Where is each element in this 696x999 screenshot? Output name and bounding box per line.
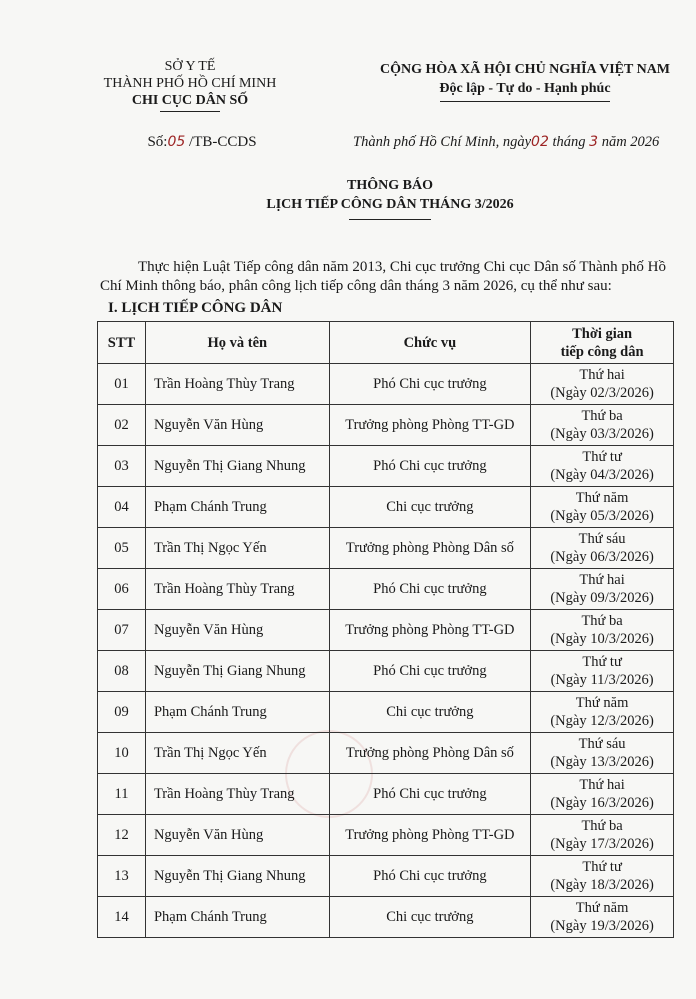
row-stt: 09 — [98, 692, 146, 733]
table-row — [98, 364, 674, 405]
table-row — [98, 815, 674, 856]
row-time — [531, 405, 674, 446]
table-row — [98, 897, 674, 938]
row-name: Nguyễn Văn Hùng — [145, 815, 329, 856]
row-date: (Ngày 05/3/2026) — [550, 508, 654, 524]
table-row — [98, 487, 674, 528]
row-time — [531, 569, 674, 610]
date-place: Thành phố Hồ Chí Minh, ngày — [353, 134, 532, 150]
row-name: Trần Thị Ngọc Yến — [145, 528, 329, 569]
date-year: năm 2026 — [598, 134, 660, 150]
doc-number-prefix: Số: — [147, 134, 168, 150]
notice-title-line2: LỊCH TIẾP CÔNG DÂN THÁNG 3/2026 — [266, 197, 514, 212]
issue-date — [353, 134, 683, 151]
document-number — [122, 134, 282, 151]
row-name: Phạm Chánh Trung — [145, 897, 329, 938]
row-position: Phó Chi cục trưởng — [329, 364, 531, 405]
row-position: Phó Chi cục trưởng — [329, 856, 531, 897]
intro-paragraph: Thực hiện Luật Tiếp công dân năm 2013, Chi cục trưởng Chi cục Dân số Thành phố Hồ Chí Minh thông báo, phân công lịch tiếp công dân tháng 3 năm 2026, cụ thể như sau: — [100, 259, 667, 294]
row-stt: 11 — [98, 774, 146, 815]
header-time — [531, 322, 674, 364]
row-day: Thứ năm — [575, 695, 629, 711]
row-day: Thứ hai — [579, 367, 625, 383]
row-position: Chi cục trưởng — [329, 487, 531, 528]
row-position: Trưởng phòng Phòng Dân số — [329, 528, 531, 569]
table-row — [98, 692, 674, 733]
row-position: Phó Chi cục trưởng — [329, 569, 531, 610]
row-position: Chi cục trưởng — [329, 897, 531, 938]
row-name: Trần Hoàng Thùy Trang — [145, 364, 329, 405]
row-name: Nguyễn Thị Giang Nhung — [145, 446, 329, 487]
row-name: Nguyễn Văn Hùng — [145, 610, 329, 651]
table-header-row — [98, 322, 674, 364]
notice-title — [100, 176, 680, 220]
row-stt: 10 — [98, 733, 146, 774]
header-stt: STT — [98, 322, 146, 364]
row-time — [531, 487, 674, 528]
row-time — [531, 733, 674, 774]
row-day: Thứ sáu — [578, 531, 626, 547]
header-time-line2: tiếp công dân — [560, 343, 644, 360]
row-day: Thứ sáu — [578, 736, 626, 752]
national-motto: Độc lập - Tự do - Hạnh phúc — [439, 81, 611, 96]
row-name: Nguyễn Văn Hùng — [145, 405, 329, 446]
row-stt: 05 — [98, 528, 146, 569]
table-row — [98, 610, 674, 651]
row-day: Thứ tư — [582, 449, 622, 465]
row-date: (Ngày 13/3/2026) — [550, 754, 654, 770]
row-stt: 14 — [98, 897, 146, 938]
row-name: Trần Thị Ngọc Yến — [145, 733, 329, 774]
row-stt: 01 — [98, 364, 146, 405]
row-stt: 06 — [98, 569, 146, 610]
row-name: Phạm Chánh Trung — [145, 692, 329, 733]
row-date: (Ngày 19/3/2026) — [550, 918, 654, 934]
row-day: Thứ ba — [581, 613, 623, 629]
row-date: (Ngày 09/3/2026) — [550, 590, 654, 606]
date-day: 02 — [531, 134, 549, 150]
date-month: 3 — [589, 134, 599, 150]
national-title: CỘNG HÒA XÃ HỘI CHỦ NGHĨA VIỆT NAM — [380, 62, 671, 77]
row-stt: 08 — [98, 651, 146, 692]
row-date: (Ngày 11/3/2026) — [550, 672, 654, 688]
doc-number-handwritten: 05 — [167, 134, 186, 150]
row-time — [531, 364, 674, 405]
row-date: (Ngày 06/3/2026) — [550, 549, 654, 565]
row-stt: 12 — [98, 815, 146, 856]
header-position: Chức vụ — [329, 322, 531, 364]
row-name: Nguyễn Thị Giang Nhung — [145, 856, 329, 897]
national-header — [380, 60, 670, 102]
row-position: Trưởng phòng Phòng Dân số — [329, 733, 531, 774]
row-position: Chi cục trưởng — [329, 692, 531, 733]
row-position: Trưởng phòng Phòng TT-GD — [329, 610, 531, 651]
row-time — [531, 815, 674, 856]
row-time — [531, 528, 674, 569]
row-date: (Ngày 18/3/2026) — [550, 877, 654, 893]
row-day: Thứ tư — [582, 654, 622, 670]
row-name: Phạm Chánh Trung — [145, 487, 329, 528]
row-time — [531, 774, 674, 815]
motto-underline — [440, 101, 610, 102]
row-name: Nguyễn Thị Giang Nhung — [145, 651, 329, 692]
table-row — [98, 446, 674, 487]
row-time — [531, 692, 674, 733]
row-stt: 02 — [98, 405, 146, 446]
row-position: Trưởng phòng Phòng TT-GD — [329, 815, 531, 856]
table-row — [98, 569, 674, 610]
row-position: Trưởng phòng Phòng TT-GD — [329, 405, 531, 446]
row-stt: 03 — [98, 446, 146, 487]
row-position: Phó Chi cục trưởng — [329, 651, 531, 692]
schedule-table — [97, 321, 674, 938]
row-date: (Ngày 17/3/2026) — [550, 836, 654, 852]
header-time-line1: Thời gian — [572, 325, 633, 342]
row-stt: 07 — [98, 610, 146, 651]
row-day: Thứ ba — [581, 408, 623, 424]
table-row — [98, 856, 674, 897]
table-row — [98, 405, 674, 446]
date-month-label: tháng — [548, 134, 590, 150]
table-row — [98, 774, 674, 815]
row-day: Thứ ba — [581, 818, 623, 834]
row-position: Phó Chi cục trưởng — [329, 446, 531, 487]
row-stt: 13 — [98, 856, 146, 897]
row-day: Thứ hai — [579, 777, 625, 793]
row-day: Thứ năm — [575, 900, 629, 916]
title-underline — [349, 219, 431, 220]
agency-header — [100, 58, 280, 112]
table-row — [98, 651, 674, 692]
row-date: (Ngày 10/3/2026) — [550, 631, 654, 647]
row-date: (Ngày 16/3/2026) — [550, 795, 654, 811]
row-day: Thứ hai — [579, 572, 625, 588]
row-date: (Ngày 02/3/2026) — [550, 385, 654, 401]
row-date: (Ngày 03/3/2026) — [550, 426, 654, 442]
row-time — [531, 856, 674, 897]
agency-underline — [160, 111, 220, 112]
row-date: (Ngày 04/3/2026) — [550, 467, 654, 483]
agency-parent: SỞ Y TẾ — [164, 59, 216, 74]
row-name: Trần Hoàng Thùy Trang — [145, 569, 329, 610]
row-day: Thứ năm — [575, 490, 629, 506]
agency-city: THÀNH PHỐ HỒ CHÍ MINH — [103, 76, 277, 91]
row-time — [531, 610, 674, 651]
row-time — [531, 446, 674, 487]
row-position: Phó Chi cục trưởng — [329, 774, 531, 815]
notice-title-line1: THÔNG BÁO — [347, 178, 433, 193]
table-row — [98, 733, 674, 774]
doc-number-suffix: /TB-CCDS — [185, 134, 257, 150]
row-day: Thứ tư — [582, 859, 622, 875]
table-row — [98, 528, 674, 569]
header-name: Họ và tên — [145, 322, 329, 364]
row-time — [531, 897, 674, 938]
row-name: Trần Hoàng Thùy Trang — [145, 774, 329, 815]
row-stt: 04 — [98, 487, 146, 528]
agency-name: CHI CỤC DÂN SỐ — [131, 93, 249, 108]
section-title: I. LỊCH TIẾP CÔNG DÂN — [108, 300, 283, 316]
row-time — [531, 651, 674, 692]
row-date: (Ngày 12/3/2026) — [550, 713, 654, 729]
